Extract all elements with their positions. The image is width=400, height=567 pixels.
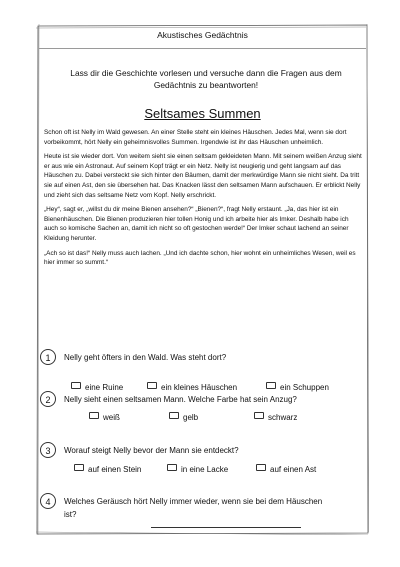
option-checkbox[interactable]: in eine Lacke (167, 464, 228, 474)
worksheet (36, 24, 369, 535)
option-checkbox[interactable]: weiß (89, 412, 120, 422)
worksheet-header: Akustisches Gedächtnis (157, 30, 248, 40)
checkbox-icon[interactable] (147, 382, 157, 389)
story-title: Seltsames Summen (144, 106, 261, 121)
checkbox-icon[interactable] (266, 382, 276, 389)
sketchy-border (36, 24, 369, 535)
question-text: Welches Geräusch hört Nelly immer wieder, wenn sie bei dem Häuschen ist? (64, 497, 323, 519)
question-number: 2 (40, 391, 56, 407)
checkbox-icon[interactable] (89, 412, 99, 419)
question-text: Nelly sieht einen seltsamen Mann. Welche Farbe hat sein Anzug? (64, 395, 297, 404)
option-checkbox[interactable]: gelb (169, 412, 198, 422)
checkbox-icon[interactable] (167, 464, 177, 471)
option-checkbox[interactable]: eine Ruine (71, 382, 123, 392)
question-text: Worauf steigt Nelly bevor der Mann sie entdeckt? (64, 446, 239, 455)
checkbox-icon[interactable] (169, 412, 179, 419)
story-paragraph: Heute ist sie wieder dort. Von weitem sieht sie einen seltsam gekleideten Mann. Mit seinem weißen Anzug sieht er aus wie ein Astronaut. Auf seinem Kopf trägt er ein Netz. Nelly ist neugierig und geht langsam auf das Häuschen zu. Dabei versteckt sie sich hinter den Bäumen, damit der merkwürdige Mann sie nicht sieht. Da tritt sie auf einen Ast, den sie übersehen hat. Das Knacken lässt den seltsamen Mann aufschauen. Er erblickt Nelly und zieht sich das seltsame Netz vom Kopf. Nelly erschrickt. (44, 153, 362, 199)
checkbox-icon[interactable] (74, 464, 84, 471)
answer-line[interactable] (151, 527, 301, 528)
option-checkbox[interactable]: auf einen Ast (256, 464, 316, 474)
question-number: 3 (40, 442, 56, 458)
story-paragraph: „Ach so ist das!“ Nelly muss auch lachen. „Und ich dachte schon, hier wohnt ein unheimliches Wesen, weil es hier immer so summt.“ (44, 249, 356, 267)
checkbox-icon[interactable] (254, 412, 264, 419)
story-paragraph: Schon oft ist Nelly im Wald gewesen. An einer Stelle steht ein kleines Häuschen. Jedes Mal, wenn sie dort vorbeikommt, hört Nelly ein geheimnisvolles Summen. Irgendwie ist ihr das Häuschen unheimlich. (44, 129, 347, 146)
question-text: Nelly geht öfters in den Wald. Was steht dort? (64, 353, 227, 362)
checkbox-icon[interactable] (256, 464, 266, 471)
option-checkbox[interactable]: ein kleines Häuschen (147, 382, 237, 392)
option-checkbox[interactable]: auf einen Stein (74, 464, 141, 474)
header-divider (39, 48, 366, 49)
option-checkbox[interactable]: ein Schuppen (266, 382, 329, 392)
question-number: 4 (40, 493, 56, 509)
story-body (44, 128, 364, 273)
option-checkbox[interactable]: schwarz (254, 412, 297, 422)
story-paragraph: „Hey“, sagt er, „willst du dir meine Bienen ansehen?“ „Bienen?“, fragt Nelly erstaunt. „Ja, das hier ist ein Bienenhäuschen. Die Bienen produzieren hier tollen Honig und ich arbeite hier als Imker. Deshalb habe ich auch so komische Sachen an, damit ich nicht so oft gestochen werde!“ Der Imker schaut lachend an seiner Kleidung herunter. (44, 206, 349, 242)
instruction-text: Lass dir die Geschichte vorlesen und versuche dann die Fragen aus dem Gedächtnis zu beantworten! (70, 68, 342, 90)
question-number: 1 (40, 349, 56, 365)
checkbox-icon[interactable] (71, 382, 81, 389)
